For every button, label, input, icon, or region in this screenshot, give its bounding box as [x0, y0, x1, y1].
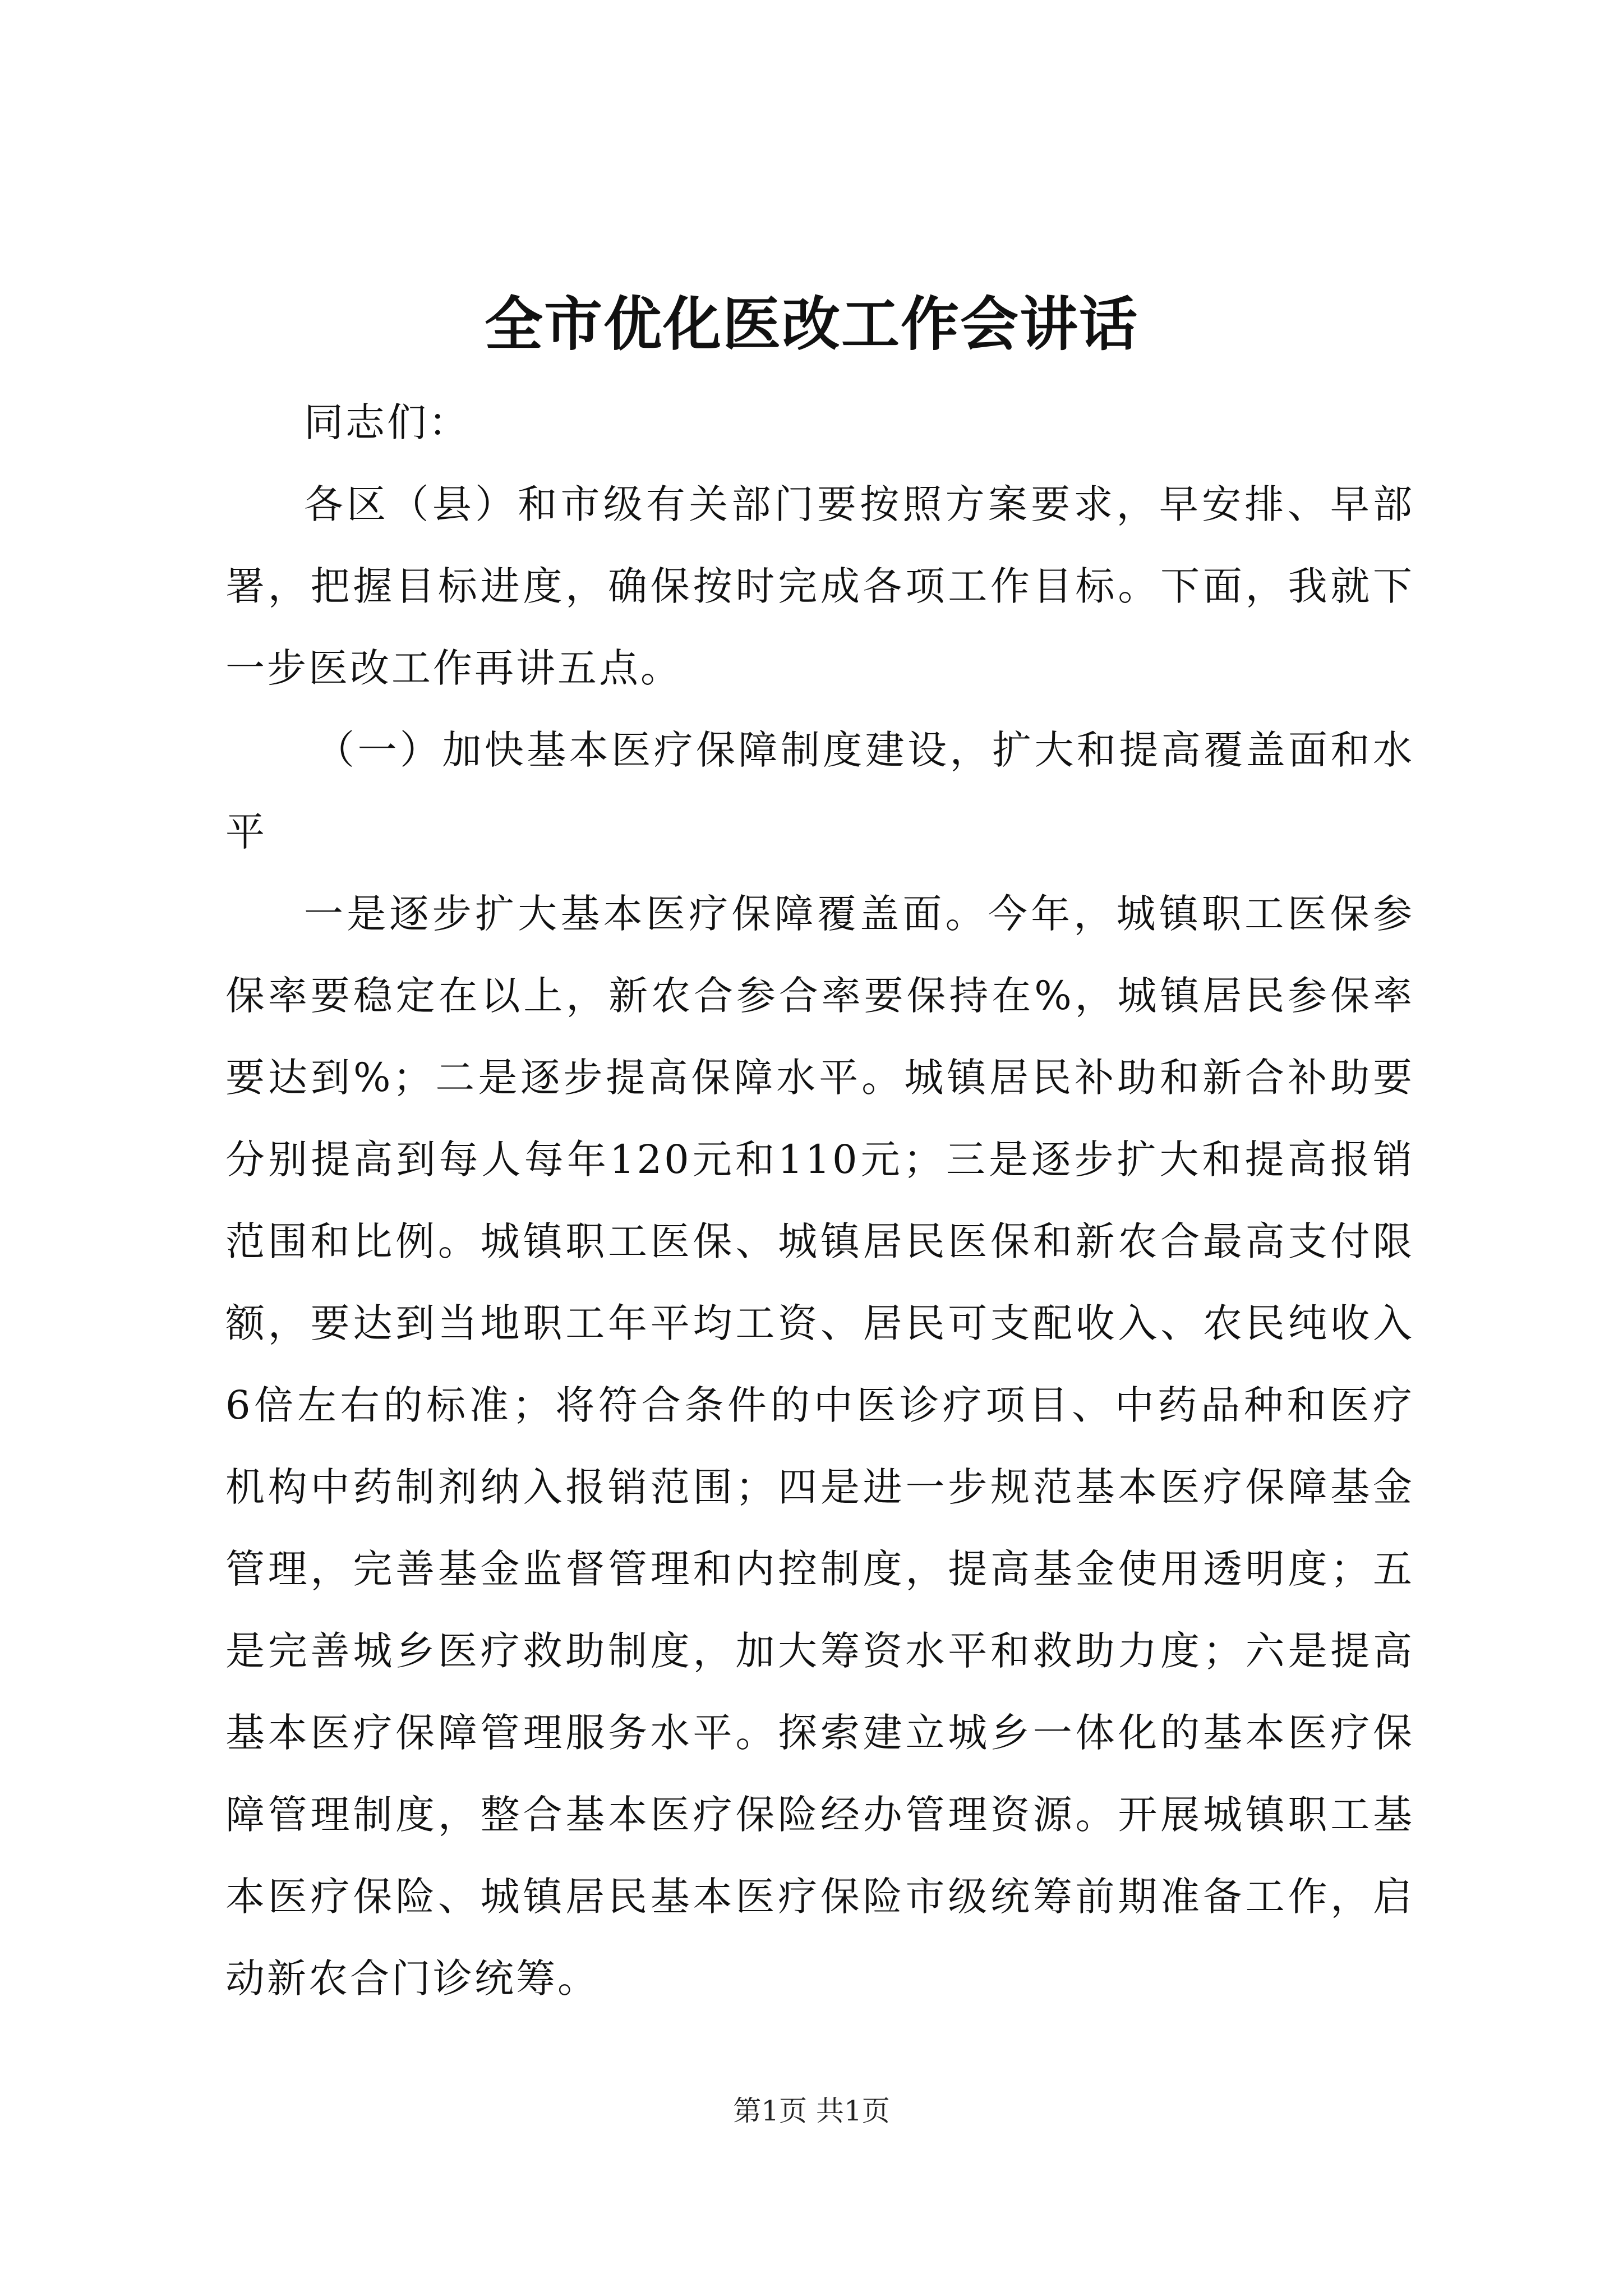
document-body [225, 381, 1414, 2019]
document-title: 全市优化医改工作会讲话 [484, 289, 1138, 358]
body-paragraph: 一是逐步扩大基本医疗保障覆盖面。今年，城镇职工医保参保率要稳定在以上，新农合参合率要保持在%，城镇居民参保率要达到%；二是逐步提高保障水平。城镇居民补助和新合补助要分别提高到每人每年120元和110元；三是逐步扩大和提高报销范围和比例。城镇职工医保、城镇居民医保和新农合最高支付限额，要达到当地职工年平均工资、居民可支配收入、农民纯收入6倍左右的标准；将符合条件的中医诊疗项目、中药品种和医疗机构中药制剂纳入报销范围；四是进一步规范基本医疗保障基金管理，完善基金监督管理和内控制度，提高基金使用透明度；五是完善城乡医疗救助制度，加大筹资水平和救助力度；六是提高基本医疗保障管理服务水平。探索建立城乡一体化的基本医疗保障管理制度，整合基本医疗保险经办管理资源。开展城镇职工基本医疗保险、城镇居民基本医疗保险市级统筹前期准备工作，启动新农合门诊统筹。 [225, 891, 1414, 2001]
page-footer: 第1页 共1页 [733, 2095, 890, 2127]
section-heading: （一）加快基本医疗保障制度建设，扩大和提高覆盖面和水平 [225, 727, 1414, 855]
intro-paragraph: 各区（县）和市级有关部门要按照方案要求，早安排、早部署，把握目标进度，确保按时完成各项工作目标。下面，我就下一步医改工作再讲五点。 [225, 481, 1414, 691]
salutation: 同志们： [304, 399, 470, 445]
